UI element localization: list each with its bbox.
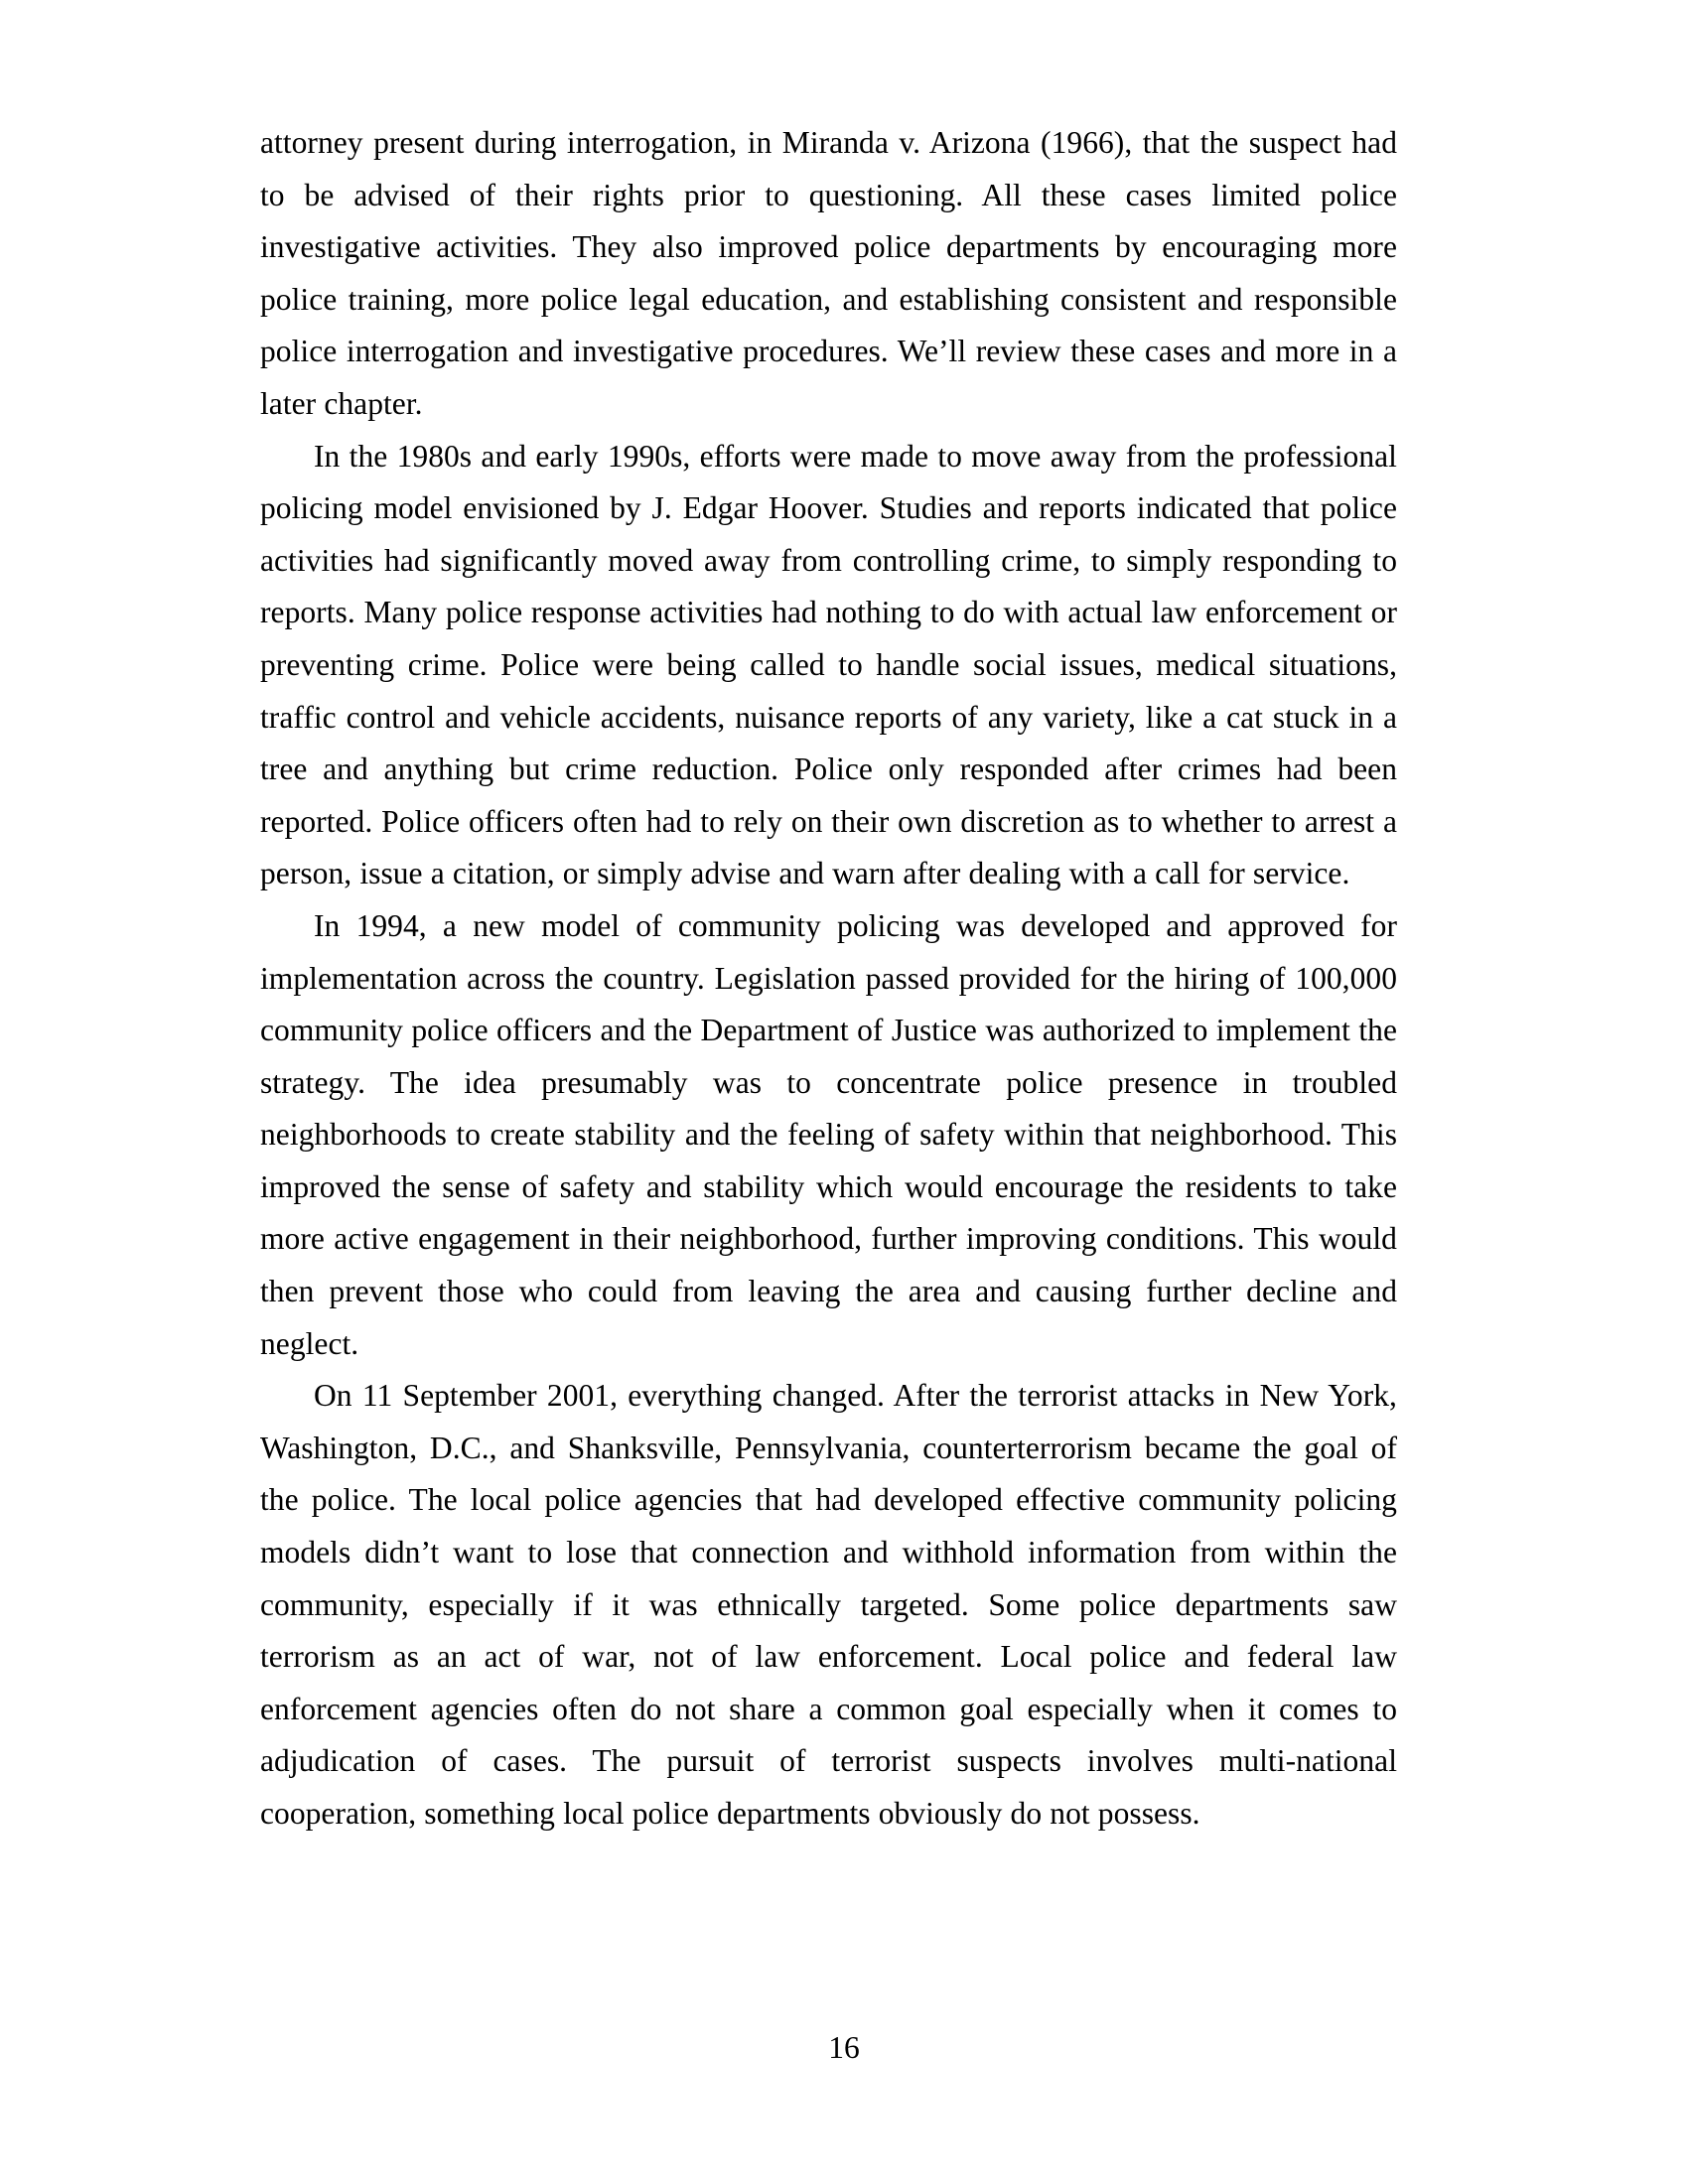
paragraph-1994-community-policing: In 1994, a new model of community policing was developed and approved for implementation across the country. Legislation passed provided for the hiring of 100,000 community police officers and the Department of Justice was authorized to implement the strategy. The idea presumably was to concentrate police presence in troubled neighborhoods to create stability and the feeling of safety within that neighborhood. This improved the sense of safety and stability which would encourage the residents to take more active engagement in their neighborhood, further improving conditions. This would then prevent those who could from leaving the area and causing further decline and neglect. — [260, 907, 1397, 1361]
body-text-column — [260, 117, 1397, 1841]
paragraph-1980s-1990s: In the 1980s and early 1990s, efforts were made to move away from the professional policing model envisioned by J. Edgar Hoover. Studies and reports indicated that police activities had significantly moved away from controlling crime, to simply responding to reports. Many police response activities had nothing to do with actual law enforcement or preventing crime. Police were being called to handle social issues, medical situations, traffic control and vehicle accidents, nuisance reports of any variety, like a cat stuck in a tree and anything but crime reduction. Police only responded after crimes had been reported. Police officers often had to rely on their own discretion as to whether to arrest a person, issue a citation, or simply advise and warn after dealing with a call for service. — [260, 438, 1397, 891]
page-number: 16 — [828, 2030, 860, 2065]
paragraph-september-2001: On 11 September 2001, everything changed. After the terrorist attacks in New York, Washington, D.C., and Shanksville, Pennsylvania, counterterrorism became the goal of the police. The local police agencies that had developed effective community policing models didn’t want to lose that connection and withhold information from within the community, especially if it was ethnically targeted. Some police departments saw terrorism as an act of war, not of law enforcement. Local police and federal law enforcement agencies often do not share a common goal especially when it comes to adjudication of cases. The pursuit of terrorist suspects involves multi-national cooperation, something local police departments obviously do not possess. — [260, 1378, 1397, 1831]
paragraph-miranda: attorney present during interrogation, in Miranda v. Arizona (1966), that the suspect had to be advised of their rights prior to questioning. All these cases limited police investigative activities. They also improved police departments by encouraging more police training, more police legal education, and establishing consistent and responsible police interrogation and investigative procedures. We’ll review these cases and more in a later chapter. — [260, 125, 1397, 421]
